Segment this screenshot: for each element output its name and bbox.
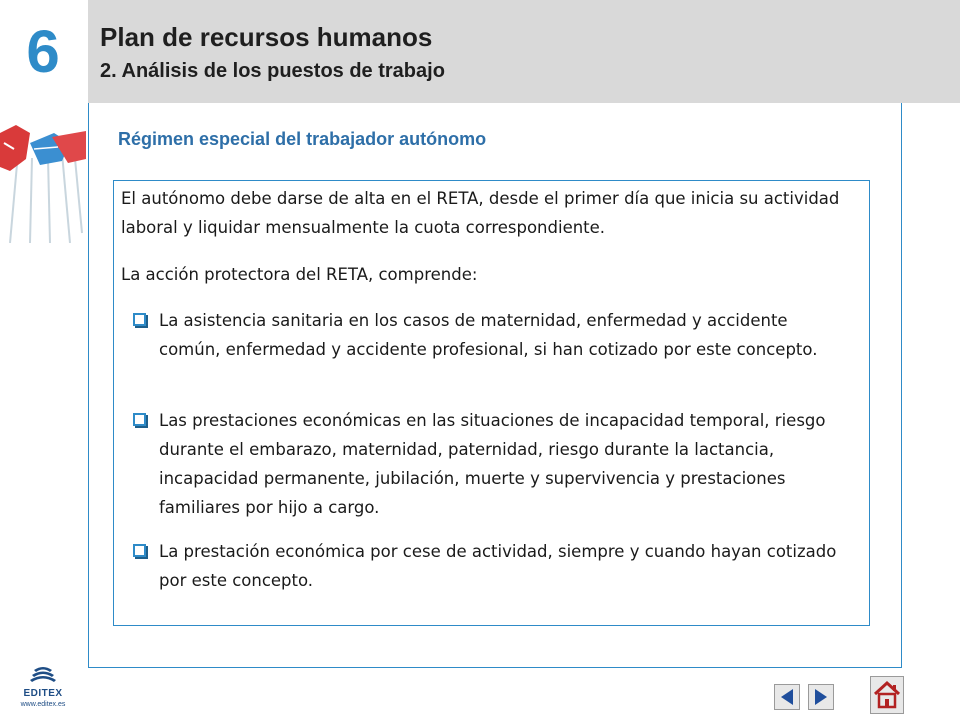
paragraph-reta-protection: La acción protectora del RETA, comprende:: [121, 265, 478, 284]
list-item-text: Las prestaciones económicas en las situaciones de incapacidad temporal, riesgo durante el embarazo, maternidad, paternidad, riesgo durante la lactancia, incapacidad permanente, jubilación, muerte y supervivencia y prestaciones familiares por hijo a cargo.: [159, 411, 826, 517]
editex-logo: [12, 664, 72, 712]
next-slide-button[interactable]: [808, 684, 834, 710]
checkbox-bullet-icon: [133, 313, 146, 326]
handshake-image: [0, 103, 86, 243]
checkbox-bullet-icon: [133, 544, 146, 557]
triangle-left-icon: [775, 685, 799, 709]
page-subtitle: 2. Análisis de los puestos de trabajo: [100, 60, 445, 82]
checkbox-bullet-icon: [133, 413, 146, 426]
list-item-text: La asistencia sanitaria en los casos de maternidad, enfermedad y accidente común, enfermedad y accidente profesional, si han cotizado por este concepto.: [159, 311, 818, 359]
list-item-text: La prestación económica por cese de actividad, siempre y cuando hayan cotizado por este concepto.: [159, 542, 837, 590]
previous-slide-button[interactable]: [774, 684, 800, 710]
logo-url: www.editex.es: [20, 701, 66, 708]
home-icon: [871, 677, 903, 713]
paragraph-reta-registration: El autónomo debe darse de alta en el RETA, desde el primer día que inicia su actividad laboral y liquidar mensualmente la cuota correspondiente.: [121, 189, 840, 237]
chapter-number: 6: [26, 18, 60, 85]
triangle-right-icon: [809, 685, 833, 709]
section-title: Régimen especial del trabajador autónomo: [118, 129, 487, 149]
editex-logo-icon: [12, 664, 74, 688]
page-title: Plan de recursos humanos: [100, 22, 433, 52]
logo-name: EDITEX: [23, 688, 63, 699]
home-button[interactable]: [870, 676, 904, 714]
